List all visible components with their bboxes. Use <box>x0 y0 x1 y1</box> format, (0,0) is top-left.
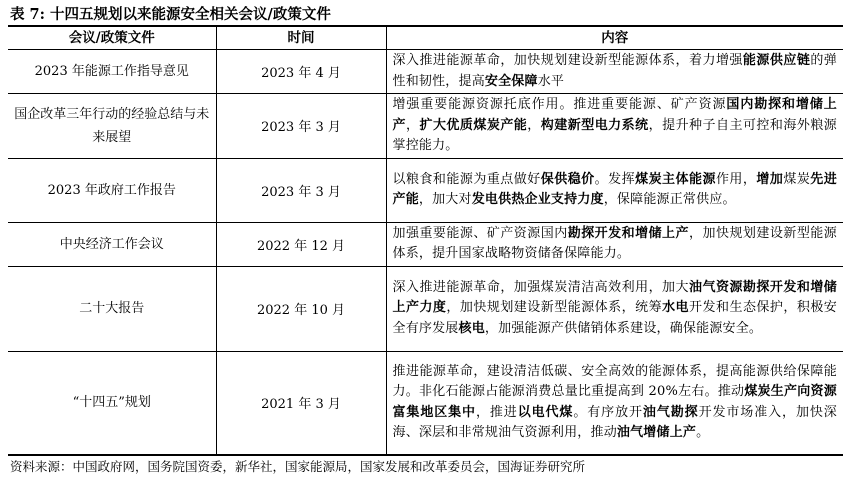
emphasis-text: 油气资源勘探开发和增储上产力度 <box>392 279 837 316</box>
emphasis-text: 保供稳价 <box>540 171 595 187</box>
content-text: 增强重要能源资源托底作用。推进重要能源、矿产资源 <box>392 97 727 112</box>
doc-cell: 国企改革三年行动的经验总结与未来展望 <box>8 94 216 159</box>
table-row <box>8 158 843 222</box>
emphasis-text: 以电代煤 <box>517 404 574 420</box>
content-text: 开发市场准入，加快深海、深层和非常规油气资源利用，推动 <box>392 404 837 441</box>
content-cell <box>386 158 843 222</box>
time-cell: 2022 年 12 月 <box>216 222 386 266</box>
content-text: ，保障能源正常供应。 <box>603 192 736 207</box>
emphasis-text: 煤炭主体能源 <box>635 171 716 187</box>
emphasis-text: 扩大优质煤炭产能 <box>419 117 528 133</box>
header-time: 时间 <box>216 26 386 50</box>
emphasis-text: 核电 <box>458 320 485 336</box>
time-cell: 2021 年 3 月 <box>216 351 386 455</box>
table-row <box>8 94 843 159</box>
content-text: ，加快规划建设新型能源体系，统筹 <box>446 300 663 316</box>
table-row <box>8 266 843 351</box>
source-note: 资料来源：中国政府网，国务院国资委，新华社，国家能源局，国家发展和改革委员会，国海证券研究所 <box>10 459 586 474</box>
content-text: 加强重要能源、矿产资源国内 <box>392 225 568 241</box>
content-text: 推进能源革命，建设清洁低碳、安全高效的能源体系，提高能源供给保障能力。非化石能源占能源消费总量比重提高到 20%左右。推动 <box>392 363 837 400</box>
emphasis-text: 先进产能 <box>392 171 837 207</box>
content-text: ， <box>405 117 420 133</box>
emphasis-text: 油气增储上产 <box>616 425 697 441</box>
content-text: ，提升种子自主可控和海外粮源掌控能力。 <box>392 117 838 153</box>
emphasis-text: 油气勘探 <box>642 404 699 420</box>
content-text: 深入推进能源革命，加强煤炭清洁高效利用，加大 <box>392 279 690 295</box>
content-text: 煤炭 <box>783 171 811 187</box>
doc-cell: 中央经济工作会议 <box>8 222 216 266</box>
policy-table <box>8 25 843 456</box>
time-cell: 2023 年 3 月 <box>216 94 386 159</box>
doc-cell: 二十大报告 <box>8 266 216 351</box>
content-text: ，加大对 <box>418 192 472 207</box>
emphasis-text: 构建新型电力系统 <box>540 117 649 133</box>
content-cell <box>386 266 843 351</box>
table-header-row <box>8 26 843 50</box>
content-text: 的弹性和韧性，提高 <box>392 53 837 89</box>
time-cell: 2022 年 10 月 <box>216 266 386 351</box>
content-text: 作用， <box>715 171 757 187</box>
table-row <box>8 50 843 94</box>
content-text: ， <box>527 117 541 133</box>
table-row <box>8 351 843 455</box>
doc-cell: 2023 年能源工作指导意见 <box>8 50 216 94</box>
content-text: 深入推进能源革命，加快规划建设新型能源体系，着力增强 <box>392 53 743 68</box>
doc-cell: 2023 年政府工作报告 <box>8 158 216 222</box>
report-table-figure <box>8 5 843 477</box>
emphasis-text: 国内勘探和增储上产 <box>392 97 837 133</box>
content-text: 水平 <box>537 73 565 89</box>
table-row <box>8 222 843 266</box>
emphasis-text: 增加 <box>756 171 784 187</box>
content-cell <box>386 94 843 159</box>
header-doc: 会议/政策文件 <box>8 26 216 50</box>
content-cell <box>386 222 843 266</box>
content-text: 。发挥 <box>594 171 636 187</box>
emphasis-text: 水电 <box>662 300 690 316</box>
content-text: 以粮食和能源为重点做好 <box>392 171 541 187</box>
content-text: 开发和生态保护，积极安全有序发展 <box>392 300 838 336</box>
content-text: ，加快规划建设新型能源体系，提升国家战略物资储备保障能力。 <box>392 225 837 261</box>
time-cell: 2023 年 4 月 <box>216 50 386 94</box>
emphasis-text: 能源供应链 <box>742 53 811 68</box>
doc-cell: “十四五”规划 <box>8 351 216 455</box>
content-text: ，加强能源产供储销体系建设，确保能源安全。 <box>484 320 763 336</box>
emphasis-text: 勘探开发和增储上产 <box>567 225 690 241</box>
header-content: 内容 <box>386 26 843 50</box>
content-text: 。有序放开 <box>573 404 643 420</box>
content-text: 。 <box>696 425 710 441</box>
emphasis-text: 安全保障 <box>484 73 538 89</box>
content-cell <box>386 351 843 455</box>
table-title: 表 7: 十四五规划以来能源安全相关会议/政策文件 <box>10 6 331 23</box>
content-text: ，推进 <box>475 404 518 420</box>
emphasis-text: 发电供热企业支持力度 <box>471 192 604 207</box>
emphasis-text: 煤炭生产向资源富集地区集中 <box>392 384 837 420</box>
content-cell <box>386 50 843 94</box>
time-cell: 2023 年 3 月 <box>216 158 386 222</box>
